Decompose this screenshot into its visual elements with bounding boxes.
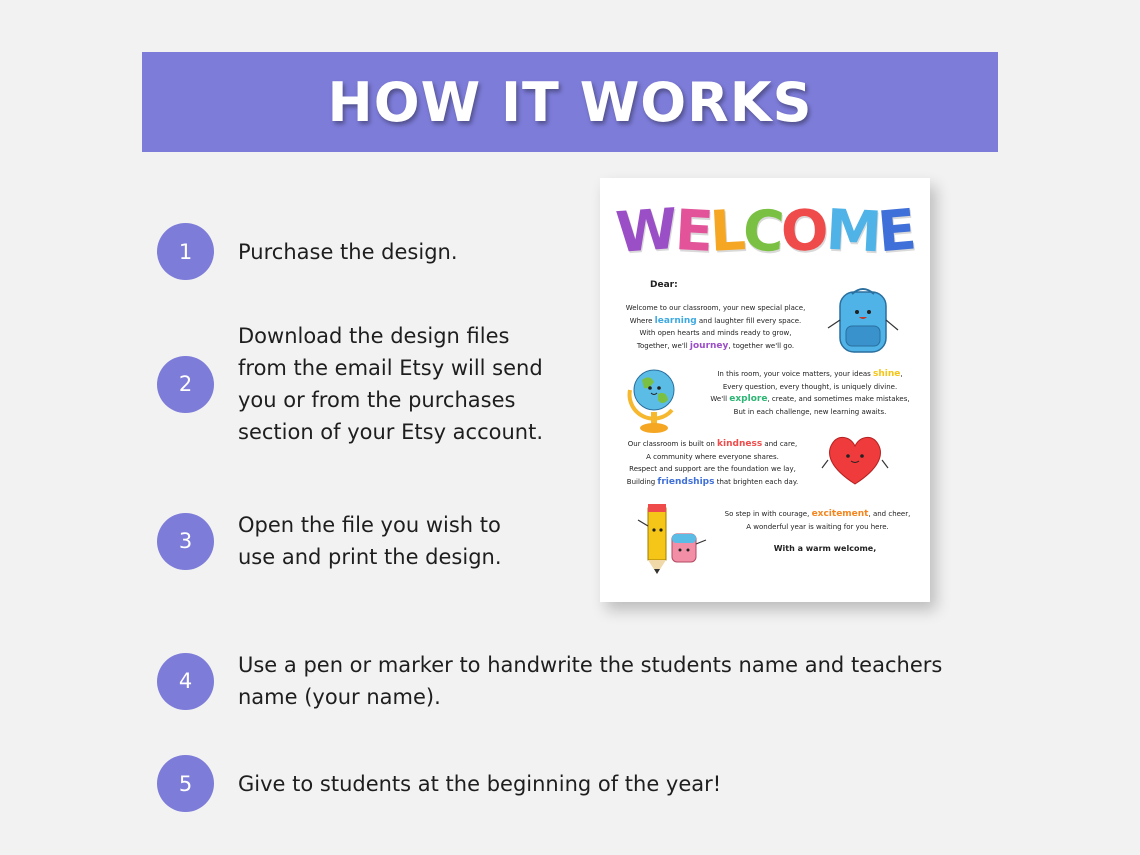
welcome-letter: M <box>824 197 881 266</box>
step-text-line: you or from the purchases <box>238 388 516 412</box>
poem-line: A wonderful year is waiting for you here. <box>746 522 889 531</box>
welcome-letter: L <box>708 198 745 265</box>
step-text-line: Download the design files <box>238 324 510 348</box>
step-number-badge: 3 <box>157 513 214 570</box>
globe-icon <box>622 360 684 436</box>
welcome-letter: E <box>875 197 917 266</box>
poem-stanza-3 <box>610 438 815 488</box>
welcome-letter: O <box>779 198 827 265</box>
step-text-line: Use a pen or marker to handwrite the students name and teachers <box>238 653 943 677</box>
highlight-word: shine <box>873 369 901 379</box>
highlight-word: friendships <box>657 476 715 487</box>
step-number-badge: 5 <box>157 755 214 812</box>
step-2 <box>157 320 543 448</box>
poem-line: Respect and support are the foundation we lay, <box>629 465 796 473</box>
poem-stanza-1 <box>608 302 823 352</box>
step-text-line: from the email Etsy will send <box>238 356 543 380</box>
poem-line: Every question, every thought, is uniquely divine. <box>722 382 898 391</box>
step-text-line: section of your Etsy account. <box>238 420 544 444</box>
poem-line: But in each challenge, new learning awaits. <box>733 407 887 416</box>
poem-line: With open hearts and minds ready to grow, <box>639 329 792 337</box>
pencil-icon <box>630 500 710 576</box>
highlight-word: excitement <box>811 509 869 519</box>
page-title: HOW IT WORKS <box>327 70 813 134</box>
poem-stanza-2 <box>695 368 925 418</box>
welcome-title <box>600 197 930 266</box>
poem-line: In this room, your voice matters, your ideas shine, <box>717 369 903 379</box>
poem-line: We'll explore, create, and sometimes make mistakes, <box>710 394 910 404</box>
step-text <box>238 509 502 573</box>
poem-line: Our classroom is built on kindness and care, <box>627 439 798 449</box>
step-3 <box>157 509 502 573</box>
poem-line: Building friendships that brighten each day. <box>626 476 799 487</box>
step-number-badge: 1 <box>157 223 214 280</box>
step-5 <box>157 755 721 812</box>
greeting: Dear: <box>650 280 678 290</box>
poem-stanza-4 <box>710 508 925 533</box>
step-text-line: Open the file you wish to <box>238 513 501 537</box>
highlight-word: kindness <box>717 439 763 449</box>
step-4 <box>157 649 942 713</box>
step-text <box>238 320 543 448</box>
header-banner <box>142 52 998 152</box>
poem-line: Together, we'll journey, together we'll go. <box>636 340 795 351</box>
closing-line: With a warm welcome, <box>773 544 877 553</box>
step-text <box>238 649 942 713</box>
heart-icon <box>820 430 890 488</box>
poem-line: So step in with courage, excitement, and cheer, <box>724 509 911 519</box>
backpack-icon <box>822 286 904 356</box>
step-number-badge: 2 <box>157 356 214 413</box>
highlight-word: explore <box>729 394 768 404</box>
step-text-line: name (your name). <box>238 685 441 709</box>
welcome-letter: C <box>740 197 784 266</box>
highlight-word: learning <box>654 315 697 326</box>
poem-line: Welcome to our classroom, your new special place, <box>625 304 806 312</box>
highlight-word: journey <box>689 340 729 351</box>
step-number-badge: 4 <box>157 653 214 710</box>
poem-line: A community where everyone shares. <box>646 452 779 461</box>
letter-preview <box>600 178 930 602</box>
step-text-line: Purchase the design. <box>238 239 458 264</box>
step-text <box>238 236 458 268</box>
step-text-line: use and print the design. <box>238 545 502 569</box>
poem-line: Where learning and laughter fill every space. <box>629 315 802 326</box>
step-text <box>238 768 721 800</box>
welcome-letter: W <box>614 197 678 266</box>
step-1 <box>157 223 458 280</box>
welcome-letter: E <box>673 198 713 265</box>
step-text-line: Give to students at the beginning of the year! <box>238 771 722 796</box>
